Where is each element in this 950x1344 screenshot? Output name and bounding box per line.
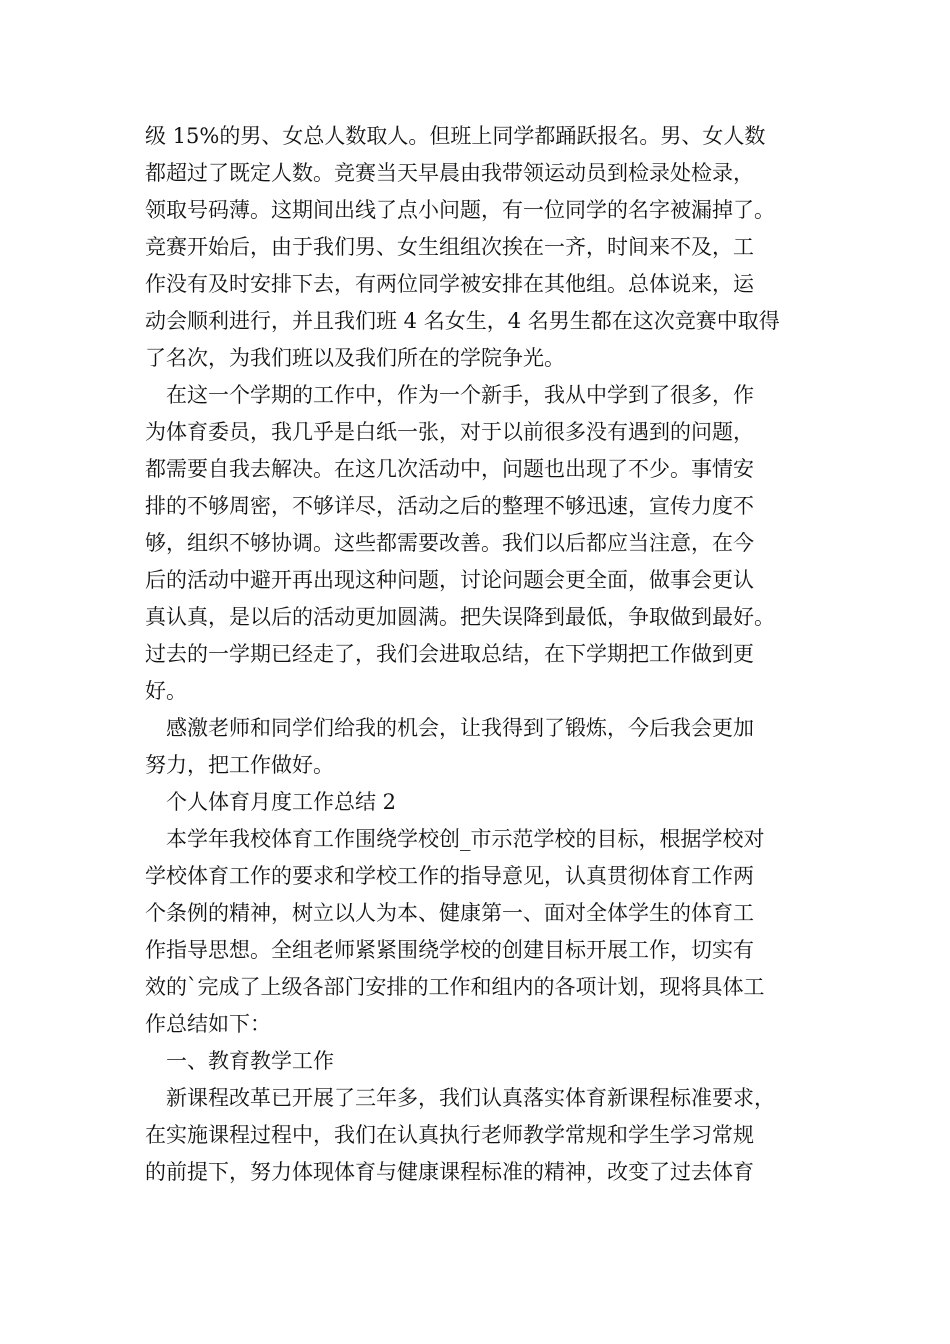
paragraph-first-line: 在这一个学期的工作中，作为一个新手，我从中学到了很多，作: [166, 383, 754, 407]
text-line: 过去的一学期已经走了，我们会进取总结，在下学期把工作做到更: [145, 642, 754, 666]
section-title: 个人体育月度工作总结 2: [166, 790, 397, 814]
text-line: 级 15%的男、女总人数取人。但班上同学都踊跃报名。男、女人数: [145, 124, 766, 148]
paragraph-first-line: 本学年我校体育工作围绕学校创_市示范学校的目标，根据学校对: [166, 827, 765, 851]
text-line: 作总结如下：: [145, 1012, 271, 1036]
text-line: 排的不够周密，不够详尽，活动之后的整理不够迅速，宣传力度不: [145, 494, 754, 518]
text-line: 都超过了既定人数。竞赛当天早晨由我带领运动员到检录处检录，: [145, 161, 754, 185]
document-body: [145, 118, 825, 1191]
text-line: 作没有及时安排下去，有两位同学被安排在其他组。总体说来，运: [145, 272, 754, 296]
text-line: 为体育委员，我几乎是白纸一张，对于以前很多没有遇到的问题，: [145, 420, 754, 444]
paragraph-first-line: 新课程改革已开展了三年多，我们认真落实体育新课程标准要求，: [166, 1086, 775, 1110]
text-line: 竞赛开始后，由于我们男、女生组组次挨在一齐，时间来不及，工: [145, 235, 754, 259]
text-line: 学校体育工作的要求和学校工作的指导意见，认真贯彻体育工作两: [145, 864, 754, 888]
text-line: 真认真，是以后的活动更加圆满。把失误降到最低，争取做到最好。: [145, 605, 775, 629]
text-line: 作指导思想。全组老师紧紧围绕学校的创建目标开展工作，切实有: [145, 938, 754, 962]
text-line: 够，组织不够协调。这些都需要改善。我们以后都应当注意，在今: [145, 531, 754, 555]
text-line: 后的活动中避开再出现这种问题，讨论问题会更全面，做事会更认: [145, 568, 754, 592]
text-line: 的前提下，努力体现体育与健康课程标准的精神，改变了过去体育: [145, 1160, 754, 1184]
text-line: 效的`完成了上级各部门安排的工作和组内的各项计划，现将具体工: [145, 975, 765, 999]
text-line: 领取号码薄。这期间出线了点小问题，有一位同学的名字被漏掉了。: [145, 198, 775, 222]
text-line: 个条例的精神，树立以人为本、健康第一、面对全体学生的体育工: [145, 901, 754, 925]
text-line: 努力，把工作做好。: [145, 753, 334, 777]
text-line: 了名次，为我们班以及我们所在的学院争光。: [145, 346, 565, 370]
text-line: 好。: [145, 679, 187, 703]
text-line: 动会顺利进行，并且我们班 4 名女生，4 名男生都在这次竞赛中取得: [145, 309, 780, 333]
text-line: 在实施课程过程中，我们在认真执行老师教学常规和学生学习常规: [145, 1123, 754, 1147]
section-heading: 一、教育教学工作: [166, 1049, 334, 1073]
paragraph-first-line: 感激老师和同学们给我的机会，让我得到了锻炼，今后我会更加: [166, 716, 754, 740]
text-line: 都需要自我去解决。在这几次活动中，问题也出现了不少。事情安: [145, 457, 754, 481]
